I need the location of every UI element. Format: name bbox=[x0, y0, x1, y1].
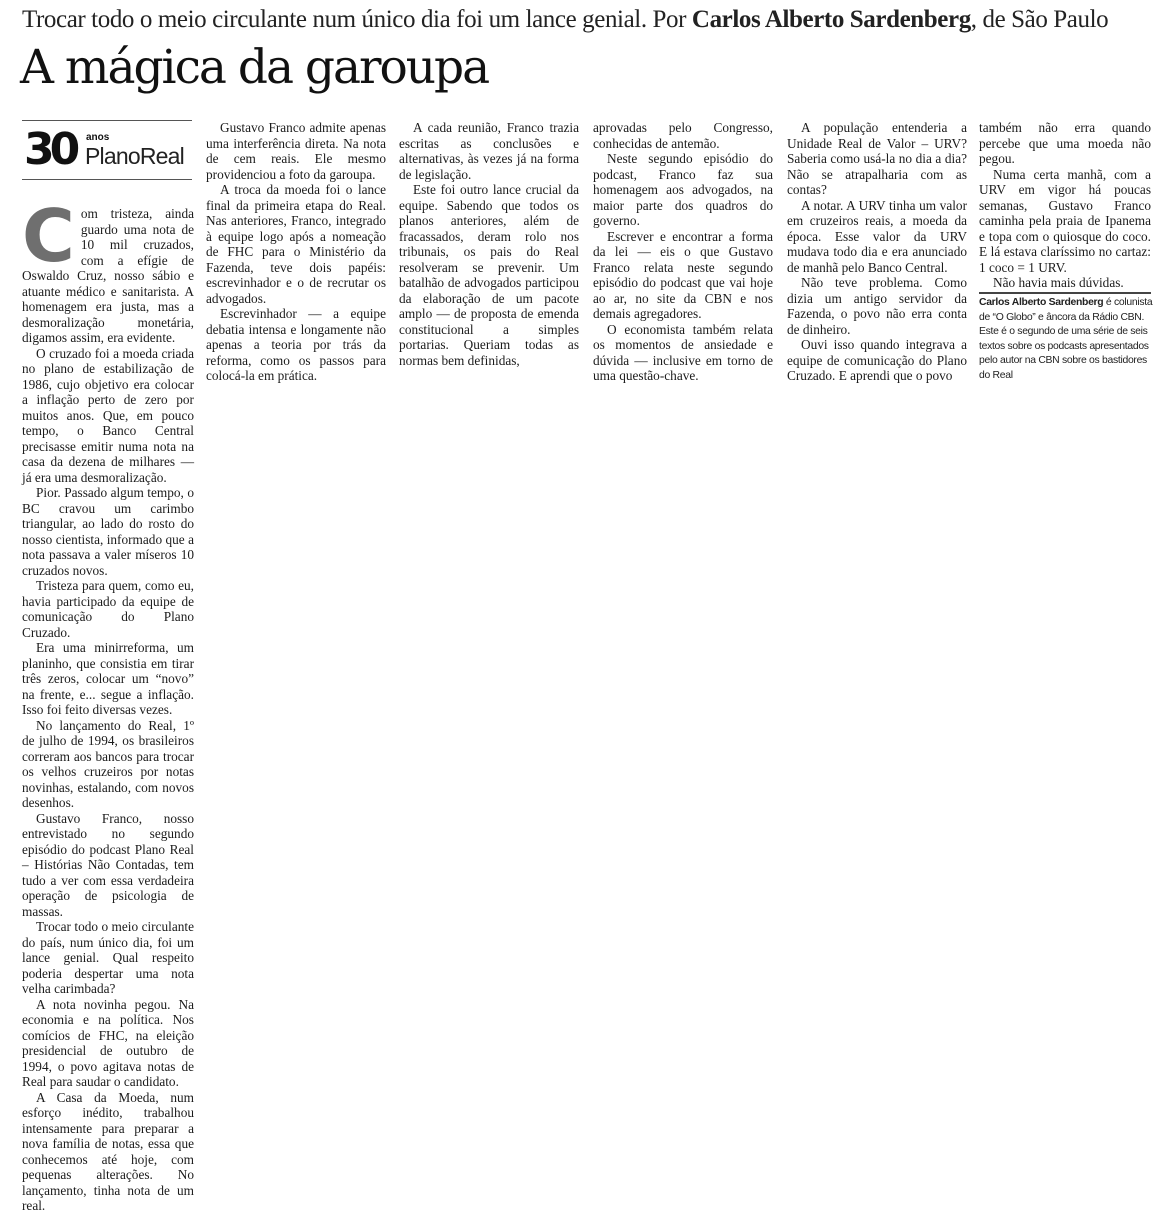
deck-location: , de São Paulo bbox=[970, 6, 1109, 33]
headline: A mágica da garoupa bbox=[20, 40, 489, 95]
logo-number: 30 bbox=[24, 124, 76, 175]
paragraph: Ouvi isso quando integrava a equipe de comunicação do Plano Cruzado. E aprendi que o povo bbox=[787, 337, 967, 383]
paragraph: Era uma minirreforma, um planinho, que consistia em tirar três zeros, colocar um “novo” na frente, e... segue a inflação. Isso foi feito diversas vezes. bbox=[22, 640, 194, 717]
logo-plano-real: PlanoReal bbox=[85, 143, 184, 169]
paragraph: om tristeza, ainda guardo uma nota de 10 mil cruzados, com a efígie de Oswaldo Cruz, nosso sábio e atuante médico e sanitarista. A homenagem era justa, mas a desmoralização monetária, digamos assim, era evidente. bbox=[22, 206, 194, 345]
paragraph: O economista também relata os momentos de ansiedade e dúvida — inclusive em torno de uma questão-chave. bbox=[593, 321, 773, 383]
paragraph: No lançamento do Real, 1º de julho de 1994, os brasileiros correram aos bancos para trocar os velhos cruzeiros por notas novinhas, estalando, com novos desenhos. bbox=[22, 717, 194, 810]
paragraph: Escrever e encontrar a forma da lei — eis o que Gustavo Franco relata neste segundo episódio do podcast que vai hoje ao ar, no site da CBN e nos demais agregadores. bbox=[593, 228, 773, 321]
paragraph: Gustavo Franco admite apenas uma interferência direta. Na nota de cem reais. Ele mesmo providenciou a foto da garoupa. bbox=[206, 120, 386, 182]
plano-real-30-anos-logo bbox=[22, 120, 192, 180]
paragraph: A Casa da Moeda, num esforço inédito, trabalhou intensamente para preparar a nova família de notas, essa que conhecemos até hoje, com pequenas alterações. No lançamento, tinha nota de um real. bbox=[22, 1089, 194, 1213]
article-column-6 bbox=[979, 120, 1151, 291]
paragraph: O cruzado foi a moeda criada no plano de estabilização de 1986, cujo objetivo era colocar a inflação perto de zero por muitos anos. Que, em pouco tempo, o Banco Central precisasse emitir numa nota na casa da dezena de milhares — já era uma desmoralização. bbox=[22, 345, 194, 485]
paragraph: Este foi outro lance crucial da equipe. Sabendo que todos os planos anteriores, além de fracassados, deram rolo nos tribunais, os pais do Real resolveram se prevenir. Um batalhão de advogados participou da elaboração de um pacote amplo — de proposta de emenda constitucional a simples portarias. Queriam todas as normas bem definidas, bbox=[399, 182, 579, 368]
bio-divider bbox=[979, 292, 1151, 294]
article-column-1 bbox=[22, 194, 194, 1214]
paragraph: A notar. A URV tinha um valor em cruzeiros reais, a moeda da época. Esse valor da URV mudava todo dia e era anunciado de manhã pelo Banco Central. bbox=[787, 197, 967, 275]
article-column-3 bbox=[399, 120, 579, 368]
article-column-2 bbox=[206, 120, 386, 384]
paragraph: aprovadas pelo Congresso, conhecidas de antemão. bbox=[593, 120, 773, 151]
paragraph: Numa certa manhã, com a URV em vigor há poucas semanas, Gustavo Franco caminha pela praia de Ipanema e topa com o quiosque do coco. E lá estava claríssimo no cartaz: 1 coco = 1 URV. bbox=[979, 166, 1151, 275]
deck-text: Trocar todo o meio circulante num único dia foi um lance genial. Por bbox=[22, 6, 692, 33]
deck-author: Carlos Alberto Sardenberg bbox=[691, 6, 971, 33]
paragraph: Não teve problema. Como dizia um antigo servidor da Fazenda, o povo não erra conta de dinheiro. bbox=[787, 275, 967, 337]
paragraph: Gustavo Franco, nosso entrevistado no segundo episódio do podcast Plano Real – Histórias Não Contadas, tem tudo a ver com essa verdadeira operação de psicologia de massas. bbox=[22, 810, 194, 919]
paragraph: A população entenderia a Unidade Real de Valor – URV? Saberia como usá-la no dia a dia? Não se atrapalharia com as contas? bbox=[787, 120, 967, 197]
paragraph: Escrevinhador — a equipe debatia intensa e longamente não apenas a teoria por trás da reforma, como os passos para colocá-la em prática. bbox=[206, 306, 386, 383]
paragraph: Neste segundo episódio do podcast, Franco faz sua homenagem aos advogados, na maior parte dos quadros do governo. bbox=[593, 151, 773, 228]
paragraph: Pior. Passado algum tempo, o BC cravou um carimbo triangular, ao lado do rosto do nosso cientista, informado que a nota passava a valer míseros 10 cruzados novos. bbox=[22, 485, 194, 578]
article-deck bbox=[22, 6, 1152, 34]
bio-text: é colunista de “O Globo” e âncora da Rádio CBN. Este é o segundo de uma série de seis textos sobre os podcasts apresentados pelo autor na CBN sobre os bastidores do Real bbox=[979, 297, 1153, 381]
article-column-5 bbox=[787, 120, 967, 384]
article-column-4 bbox=[593, 120, 773, 384]
bio-author-name: Carlos Alberto Sardenberg bbox=[979, 297, 1104, 308]
paragraph: A nota novinha pegou. Na economia e na política. Nos comícios de FHC, na eleição presidencial de outubro de 1994, o povo agitava notas de Real para saudar o candidato. bbox=[22, 996, 194, 1089]
paragraph: também não erra quando percebe que uma moeda não pegou. bbox=[979, 120, 1151, 166]
drop-cap: C bbox=[22, 194, 75, 278]
paragraph: Trocar todo o meio circulante do país, num único dia, foi um lance genial. Qual respeito poderia despertar uma nota velha carimbada? bbox=[22, 919, 194, 996]
paragraph: Não havia mais dúvidas. bbox=[993, 275, 1124, 290]
author-bio bbox=[979, 296, 1155, 384]
paragraph: A troca da moeda foi o lance final da primeira etapa do Real. Nas anteriores, Franco, integrado à equipe logo após a nomeação de FHC para o Ministério da Fazenda, teve dois papéis: escrevinhador e o de recrutar os advogados. bbox=[206, 182, 386, 306]
paragraph: Tristeza para quem, como eu, havia participado da equipe de comunicação do Plano Cruzado. bbox=[22, 578, 194, 640]
paragraph: A cada reunião, Franco trazia escritas as conclusões e alternativas, às vezes já na forma de legislação. bbox=[399, 120, 579, 182]
logo-anos: anos bbox=[86, 132, 110, 143]
